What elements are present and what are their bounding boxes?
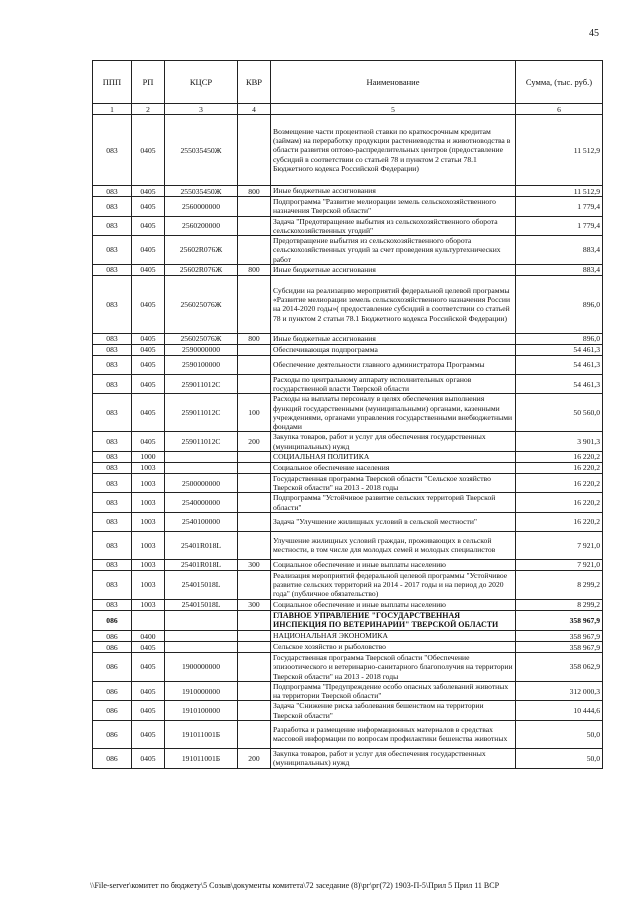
cell-name: Социальное обеспечение населения: [271, 462, 516, 473]
cell-kcsr: [165, 610, 238, 631]
table-row: [93, 355, 603, 374]
header-rp: РП: [132, 61, 165, 104]
cell-ppp: 083: [93, 333, 132, 344]
table-row: [93, 264, 603, 275]
cell-sum: 1 779,4: [516, 197, 603, 217]
column-index: 4: [238, 104, 271, 115]
cell-kvr: [238, 462, 271, 473]
cell-name: Закупка товаров, работ и услуг для обеспечения государственных (муниципальных) нужд: [271, 748, 516, 768]
cell-rp: 0405: [132, 653, 165, 682]
cell-kcsr: 2540100000: [165, 512, 238, 531]
cell-kcsr: 2590100000: [165, 355, 238, 374]
cell-ppp: 086: [93, 748, 132, 768]
cell-rp: 0405: [132, 333, 165, 344]
cell-ppp: 083: [93, 264, 132, 275]
cell-kvr: [238, 115, 271, 186]
cell-kvr: [238, 197, 271, 217]
cell-name: Подпрограмма "Развитие мелиорации земель сельскохозяйственного назначения Тверской области": [271, 197, 516, 217]
cell-rp: 0405: [132, 344, 165, 355]
cell-kcsr: [165, 642, 238, 653]
cell-name: Подпрограмма "Устойчивое развитие сельских территорий Тверской области": [271, 493, 516, 513]
cell-sum: 50,0: [516, 720, 603, 748]
cell-sum: 10 444,6: [516, 701, 603, 721]
cell-rp: 0405: [132, 186, 165, 197]
table-body: [93, 115, 603, 769]
cell-kvr: 200: [238, 432, 271, 452]
cell-name: Возмещение части процентной ставки по краткосрочным кредитам (займам) на переработку продукции растениеводства и животноводства в области развития оптово-распределительных центров (предоставление субсидий в соответствии со статьей 78 и пунктом 2 статьи 78.1 Бюджетного кодекса Российской Федерации): [271, 115, 516, 186]
cell-name: Реализация мероприятий федеральной целевой программы "Устойчивое развитие сельских территорий на 2014 - 2017 годы и на период до 2020 года" (публичное обязательство): [271, 570, 516, 599]
cell-rp: 0405: [132, 720, 165, 748]
cell-rp: 0405: [132, 275, 165, 333]
cell-kcsr: 191011001Б: [165, 720, 238, 748]
cell-kcsr: 254015018L: [165, 570, 238, 599]
cell-ppp: 083: [93, 432, 132, 452]
cell-rp: 1000: [132, 451, 165, 462]
table-row: [93, 493, 603, 513]
table-row: [93, 720, 603, 748]
cell-kvr: [238, 631, 271, 642]
cell-kvr: [238, 610, 271, 631]
cell-kcsr: 2500000000: [165, 473, 238, 493]
cell-ppp: 086: [93, 642, 132, 653]
cell-kcsr: 259011012С: [165, 432, 238, 452]
table-row: [93, 681, 603, 701]
cell-kcsr: 25602R076Ж: [165, 264, 238, 275]
cell-kcsr: 1910100000: [165, 701, 238, 721]
column-index: 5: [271, 104, 516, 115]
cell-kvr: [238, 512, 271, 531]
cell-kvr: 800: [238, 333, 271, 344]
cell-kvr: [238, 493, 271, 513]
cell-sum: 358 967,9: [516, 631, 603, 642]
table-row: [93, 642, 603, 653]
cell-kvr: [238, 344, 271, 355]
cell-ppp: 083: [93, 115, 132, 186]
cell-ppp: 083: [93, 394, 132, 432]
cell-sum: 16 220,2: [516, 462, 603, 473]
cell-rp: 0400: [132, 631, 165, 642]
cell-rp: 0405: [132, 642, 165, 653]
cell-ppp: 083: [93, 451, 132, 462]
cell-kcsr: [165, 451, 238, 462]
cell-rp: 0405: [132, 264, 165, 275]
table-row: [93, 451, 603, 462]
cell-kvr: [238, 642, 271, 653]
table-row: [93, 599, 603, 610]
cell-rp: 0405: [132, 374, 165, 394]
cell-kvr: [238, 531, 271, 559]
table-row: [93, 701, 603, 721]
cell-sum: 16 220,2: [516, 493, 603, 513]
cell-kcsr: 2590000000: [165, 344, 238, 355]
cell-name: Обеспечивающая подпрограмма: [271, 344, 516, 355]
cell-sum: 50 560,0: [516, 394, 603, 432]
cell-kvr: [238, 236, 271, 265]
table-row: [93, 344, 603, 355]
cell-kcsr: 191011001Б: [165, 748, 238, 768]
table-row: [93, 610, 603, 631]
cell-kvr: 100: [238, 394, 271, 432]
table-row: [93, 432, 603, 452]
cell-rp: 1003: [132, 462, 165, 473]
table-row: [93, 374, 603, 394]
cell-name: Иные бюджетные ассигнования: [271, 333, 516, 344]
cell-sum: 358 967,9: [516, 642, 603, 653]
cell-sum: 11 512,9: [516, 186, 603, 197]
cell-sum: 896,0: [516, 275, 603, 333]
cell-kvr: [238, 451, 271, 462]
table-row: [93, 394, 603, 432]
table-row: [93, 236, 603, 265]
cell-name: НАЦИОНАЛЬНАЯ ЭКОНОМИКА: [271, 631, 516, 642]
column-index: 1: [93, 104, 132, 115]
cell-sum: 54 461,3: [516, 374, 603, 394]
cell-kcsr: 25602R076Ж: [165, 236, 238, 265]
cell-kcsr: 254015018L: [165, 599, 238, 610]
cell-kcsr: 259011012С: [165, 394, 238, 432]
cell-kcsr: 259011012С: [165, 374, 238, 394]
cell-ppp: 086: [93, 610, 132, 631]
cell-ppp: 086: [93, 631, 132, 642]
cell-name: Улучшение жилищных условий граждан, проживающих в сельской местности, в том числе для молодых семей и молодых специалистов: [271, 531, 516, 559]
cell-kcsr: 255035450Ж: [165, 186, 238, 197]
cell-kcsr: 2560000000: [165, 197, 238, 217]
cell-kvr: [238, 701, 271, 721]
table-row: [93, 559, 603, 570]
cell-kvr: [238, 681, 271, 701]
cell-ppp: 086: [93, 701, 132, 721]
cell-name: Государственная программа Тверской области "Сельское хозяйство Тверской области" на 2013 - 2018 годы: [271, 473, 516, 493]
cell-rp: 1003: [132, 559, 165, 570]
cell-rp: 1003: [132, 599, 165, 610]
cell-rp: 0405: [132, 681, 165, 701]
cell-name: Субсидии на реализацию мероприятий федеральной целевой программы «Развитие мелиорации земель сельскохозяйственного назначения России на 2014-2020 годы»( предоставление субсидий в соответствии со статьей 78 и пунктом 2 статьи 78.1 Бюджетного кодекса Российской Федерации): [271, 275, 516, 333]
header-ppp: ППП: [93, 61, 132, 104]
cell-ppp: 083: [93, 512, 132, 531]
footer-file-path: \\File-server\комитет по бюджету\5 Созыв\документы комитета\72 заседание (8)\рг\рг(72) 1903-П-5\Прил 5 Прил 11 ВСР: [90, 881, 500, 890]
table-row: [93, 216, 603, 236]
cell-rp: [132, 610, 165, 631]
table-row: [93, 653, 603, 682]
table-row: [93, 462, 603, 473]
cell-kcsr: 256025076Ж: [165, 275, 238, 333]
cell-sum: 312 000,3: [516, 681, 603, 701]
cell-rp: 0405: [132, 236, 165, 265]
column-index: 6: [516, 104, 603, 115]
cell-rp: 0405: [132, 115, 165, 186]
column-index: 3: [165, 104, 238, 115]
cell-ppp: 083: [93, 599, 132, 610]
header-row: [93, 61, 603, 104]
header-sum: Сумма, (тыс. руб.): [516, 61, 603, 104]
cell-sum: 16 220,2: [516, 473, 603, 493]
cell-ppp: 083: [93, 236, 132, 265]
table-row: [93, 531, 603, 559]
cell-name: Задача "Снижение риска заболевания бешенством на территории Тверской области": [271, 701, 516, 721]
table-row: [93, 115, 603, 186]
cell-sum: 358 967,9: [516, 610, 603, 631]
cell-kvr: [238, 653, 271, 682]
budget-table: [92, 60, 603, 769]
cell-rp: 1003: [132, 512, 165, 531]
cell-name: Государственная программа Тверской области "Обеспечение эпизоотического и ветеринарно-санитарного благополучия на территории Тверской области" на 2013 - 2018 годы: [271, 653, 516, 682]
cell-kvr: [238, 275, 271, 333]
cell-ppp: 083: [93, 493, 132, 513]
table-row: [93, 473, 603, 493]
cell-sum: 50,0: [516, 748, 603, 768]
cell-name: Разработка и размещение информационных материалов в средствах массовой информации по вопросам профилактики бешенства животных: [271, 720, 516, 748]
cell-sum: 8 299,2: [516, 599, 603, 610]
cell-kvr: [238, 570, 271, 599]
cell-name: Иные бюджетные ассигнования: [271, 186, 516, 197]
cell-name: Подпрограмма "Предупреждение особо опасных заболеваний животных на территории Тверской области": [271, 681, 516, 701]
cell-sum: 8 299,2: [516, 570, 603, 599]
cell-rp: 1003: [132, 473, 165, 493]
cell-sum: 883,4: [516, 236, 603, 265]
cell-sum: 7 921,0: [516, 559, 603, 570]
page-number: 45: [589, 28, 599, 39]
cell-ppp: 083: [93, 344, 132, 355]
cell-ppp: 083: [93, 570, 132, 599]
cell-ppp: 086: [93, 681, 132, 701]
column-index-row: [93, 104, 603, 115]
cell-sum: 1 779,4: [516, 216, 603, 236]
cell-kvr: 800: [238, 264, 271, 275]
cell-kvr: 800: [238, 186, 271, 197]
cell-sum: 54 461,3: [516, 344, 603, 355]
cell-rp: 0405: [132, 216, 165, 236]
table-row: [93, 631, 603, 642]
cell-kcsr: 1910000000: [165, 681, 238, 701]
cell-ppp: 083: [93, 531, 132, 559]
cell-kvr: [238, 216, 271, 236]
cell-sum: 896,0: [516, 333, 603, 344]
cell-rp: 0405: [132, 197, 165, 217]
cell-kvr: [238, 720, 271, 748]
cell-kcsr: 25401R018L: [165, 559, 238, 570]
cell-name: Обеспечение деятельности главного администратора Программы: [271, 355, 516, 374]
cell-ppp: 083: [93, 462, 132, 473]
table-row: [93, 275, 603, 333]
cell-name: Предотвращение выбытия из сельскохозяйственного оборота сельскохозяйственных угодий за счет проведения культуртехнических работ: [271, 236, 516, 265]
table-row: [93, 186, 603, 197]
cell-rp: 1003: [132, 570, 165, 599]
cell-ppp: 083: [93, 275, 132, 333]
cell-rp: 0405: [132, 748, 165, 768]
cell-sum: 16 220,2: [516, 451, 603, 462]
cell-rp: 1003: [132, 493, 165, 513]
cell-ppp: 086: [93, 720, 132, 748]
cell-kcsr: 2560200000: [165, 216, 238, 236]
cell-kvr: 200: [238, 748, 271, 768]
header-kvr: КВР: [238, 61, 271, 104]
cell-ppp: 083: [93, 186, 132, 197]
cell-kvr: [238, 355, 271, 374]
cell-rp: 0405: [132, 701, 165, 721]
table-row: [93, 333, 603, 344]
cell-name: Задача "Предотвращение выбытия из сельскохозяйственного оборота сельскохозяйственных угодий": [271, 216, 516, 236]
cell-sum: 11 512,9: [516, 115, 603, 186]
cell-name: Социальное обеспечение и иные выплаты населению: [271, 599, 516, 610]
cell-kvr: [238, 374, 271, 394]
cell-ppp: 083: [93, 197, 132, 217]
cell-ppp: 083: [93, 559, 132, 570]
cell-rp: 0405: [132, 432, 165, 452]
cell-ppp: 083: [93, 216, 132, 236]
cell-name: СОЦИАЛЬНАЯ ПОЛИТИКА: [271, 451, 516, 462]
cell-rp: 0405: [132, 394, 165, 432]
cell-name: Закупка товаров, работ и услуг для обеспечения государственных (муниципальных) нужд: [271, 432, 516, 452]
table-row: [93, 197, 603, 217]
cell-kcsr: 2540000000: [165, 493, 238, 513]
cell-name: Сельское хозяйство и рыболовство: [271, 642, 516, 653]
column-index: 2: [132, 104, 165, 115]
cell-ppp: 083: [93, 355, 132, 374]
cell-name: Задача "Улучшение жилищных условий в сельской местности": [271, 512, 516, 531]
cell-name: Расходы по центральному аппарату исполнительных органов государственной власти Тверской области: [271, 374, 516, 394]
header-name: Наименование: [271, 61, 516, 104]
cell-sum: 7 921,0: [516, 531, 603, 559]
cell-kcsr: 256025076Ж: [165, 333, 238, 344]
cell-kcsr: 255035450Ж: [165, 115, 238, 186]
cell-sum: 3 901,3: [516, 432, 603, 452]
cell-kcsr: [165, 462, 238, 473]
cell-ppp: 083: [93, 374, 132, 394]
cell-kvr: [238, 473, 271, 493]
cell-sum: 16 220,2: [516, 512, 603, 531]
cell-name: Социальное обеспечение и иные выплаты населению: [271, 559, 516, 570]
cell-kvr: 300: [238, 559, 271, 570]
cell-rp: 1003: [132, 531, 165, 559]
cell-sum: 358 062,9: [516, 653, 603, 682]
cell-ppp: 083: [93, 473, 132, 493]
cell-ppp: 086: [93, 653, 132, 682]
cell-kcsr: [165, 631, 238, 642]
table-row: [93, 570, 603, 599]
cell-name: Расходы на выплаты персоналу в целях обеспечения выполнения функций государственными (муниципальными) органами, казенными учреждениями, органами управления государственными внебюджетными фондами: [271, 394, 516, 432]
cell-kvr: 300: [238, 599, 271, 610]
table-row: [93, 512, 603, 531]
cell-kcsr: 25401R018L: [165, 531, 238, 559]
cell-sum: 883,4: [516, 264, 603, 275]
cell-name: Иные бюджетные ассигнования: [271, 264, 516, 275]
table-row: [93, 748, 603, 768]
cell-sum: 54 461,3: [516, 355, 603, 374]
header-kcsr: КЦСР: [165, 61, 238, 104]
cell-kcsr: 1900000000: [165, 653, 238, 682]
cell-rp: 0405: [132, 355, 165, 374]
cell-name: ГЛАВНОЕ УПРАВЛЕНИЕ "ГОСУДАРСТВЕННАЯ ИНСПЕКЦИЯ ПО ВЕТЕРИНАРИИ" ТВЕРСКОЙ ОБЛАСТИ: [271, 610, 516, 631]
